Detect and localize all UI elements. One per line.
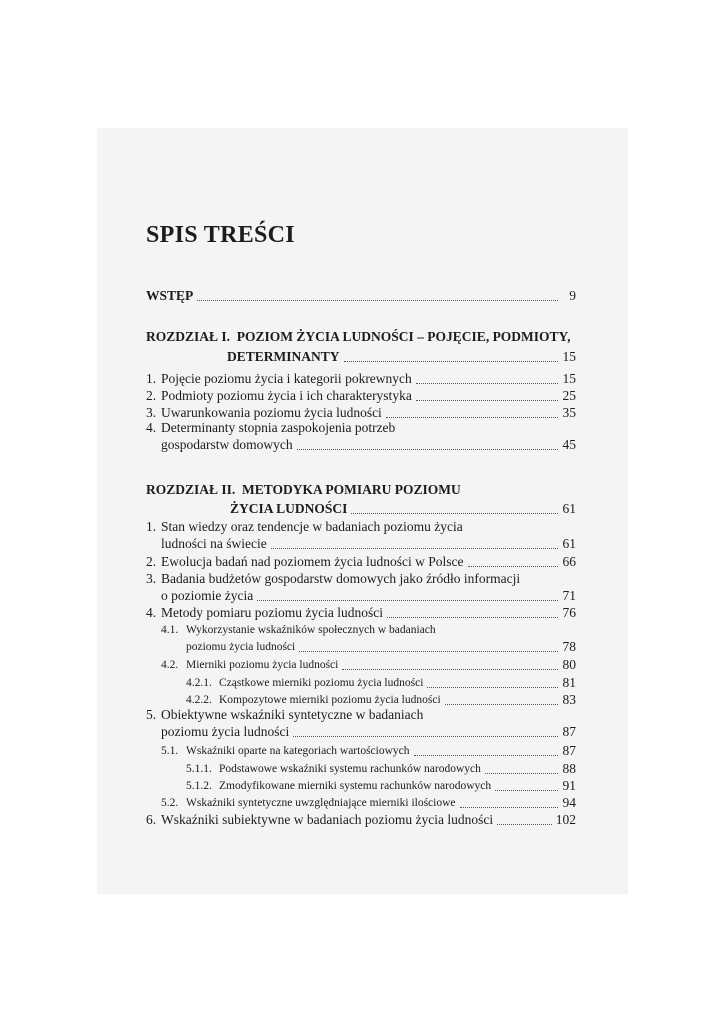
chapter-title-line-2: DETERMINANTY [227, 349, 340, 364]
toc-entry-number: 4.2.2. [186, 694, 212, 706]
toc-page-number: 15 [562, 371, 576, 386]
dot-leader [297, 448, 558, 450]
toc-entry-title: Badania budżetów gospodarstw domowych jako źródło informacji [161, 571, 521, 586]
toc-entry-line-2 [161, 434, 576, 454]
toc-entry-number: 1. [146, 519, 157, 534]
dot-leader [416, 382, 558, 384]
dot-leader [485, 772, 558, 774]
chapter-title-line-1: METODYKA POMIARU POZIOMU [242, 482, 461, 497]
chapter-2-heading-line-2 [230, 498, 576, 518]
toc-entry-number: 4.2.1. [186, 677, 212, 689]
toc-page-number: 71 [562, 588, 576, 603]
chapter-number: ROZDZIAŁ II. [146, 482, 236, 497]
toc-page-number: 76 [562, 605, 576, 620]
toc-entry-title: Pojęcie poziomu życia i kategorii pokrewnych [161, 371, 412, 386]
toc-entry-number: 4.2. [161, 659, 179, 671]
toc-entry-title-cont: poziomu życia ludności [186, 641, 296, 653]
toc-entry-title: Wskaźniki subiektywne w badaniach poziomu życia ludności [161, 812, 494, 827]
toc-entry-title: Cząstkowe mierniki poziomu życia ludności [219, 677, 424, 689]
dot-leader [299, 650, 558, 652]
toc-entry-title: Stan wiedzy oraz tendencje w badaniach poziomu życia [161, 519, 463, 534]
dot-leader [197, 299, 558, 301]
toc-entry-number: 2. [146, 388, 157, 403]
toc-entry-number: 2. [146, 554, 157, 569]
dot-leader [387, 616, 558, 618]
toc-entry-title: Mierniki poziomu życia ludności [186, 659, 339, 671]
toc-entry-number: 5. [146, 707, 157, 722]
toc-page-number: 87 [562, 743, 576, 758]
toc-entry-number: 4. [146, 420, 157, 435]
toc-page-number: 35 [562, 405, 576, 420]
toc-page-number: 61 [562, 501, 576, 516]
dot-leader [344, 360, 558, 362]
toc-entry-number: 6. [146, 812, 157, 827]
toc-page-number: 80 [562, 657, 576, 672]
toc-page-number: 87 [562, 724, 576, 739]
toc-subentry-line-2 [186, 636, 576, 656]
toc-page-number: 102 [555, 812, 576, 827]
toc-page-number: 9 [569, 288, 576, 303]
toc-entry-title: Podstawowe wskaźniki systemu rachunków narodowych [219, 763, 481, 775]
dot-leader [427, 686, 558, 688]
toc-entry-number: 3. [146, 571, 157, 586]
toc-entry-title: WSTĘP [146, 288, 194, 303]
toc-page-number: 66 [562, 554, 576, 569]
toc-entry-title-cont: ludności na świecie [161, 536, 267, 551]
toc-entry [146, 602, 576, 622]
chapter-2-heading [146, 481, 461, 499]
toc-entry-title: Ewolucja badań nad poziomem życia ludności w Polsce [161, 554, 464, 569]
toc-entry-number: 4.1. [161, 624, 179, 636]
toc-page-number: 81 [562, 675, 576, 690]
toc-entry-title: Wskaźniki oparte na kategoriach wartościowych [186, 745, 410, 757]
toc-entry-title: Uwarunkowania poziomu życia ludności [161, 405, 382, 420]
dot-leader [351, 512, 558, 514]
dot-leader [445, 703, 558, 705]
dot-leader [257, 599, 558, 601]
toc-page-number: 91 [562, 778, 576, 793]
toc-subentry [161, 654, 576, 674]
toc-entry-title: Wykorzystanie wskaźników społecznych w badaniach [186, 624, 436, 636]
dot-leader [414, 754, 558, 756]
toc-entry-number: 4. [146, 605, 157, 620]
chapter-title-line-2: ŻYCIA LUDNOŚCI [230, 501, 348, 516]
page-title: SPIS TREŚCI [146, 222, 295, 248]
toc-entry-number: 5.1. [161, 745, 179, 757]
toc-entry-title: Podmioty poziomu życia i ich charakterystyka [161, 388, 412, 403]
toc-entry-title: Obiektywne wskaźniki syntetyczne w badaniach [161, 707, 424, 722]
toc-page-number: 78 [562, 639, 576, 654]
dot-leader [497, 823, 552, 825]
dot-leader [495, 789, 558, 791]
toc-entry-title: Zmodyfikowane mierniki systemu rachunków narodowych [219, 780, 492, 792]
toc-page-number: 88 [562, 761, 576, 776]
toc-entry-wstep [146, 285, 576, 305]
toc-entry-title-cont: o poziomie życia [161, 588, 254, 603]
toc-page-number: 45 [562, 437, 576, 452]
toc-entry-number: 5.2. [161, 797, 179, 809]
toc-page-number: 15 [562, 349, 576, 364]
toc-entry-line-2 [161, 721, 576, 741]
toc-entry-title: Kompozytowe mierniki poziomu życia ludności [219, 694, 441, 706]
toc-page-number: 61 [562, 536, 576, 551]
dot-leader [293, 735, 558, 737]
chapter-1-heading [146, 328, 570, 346]
toc-entry-title: Metody pomiaru poziomu życia ludności [161, 605, 383, 620]
dot-leader [342, 668, 558, 670]
toc-entry-title: Wskaźniki syntetyczne uwzględniające mierniki ilościowe [186, 797, 456, 809]
toc-entry-number: 5.1.2. [186, 780, 212, 792]
toc-entry [146, 809, 576, 829]
dot-leader [468, 565, 558, 567]
toc-page-number: 25 [562, 388, 576, 403]
toc-page-number: 94 [562, 795, 576, 810]
toc-entry-title-cont: gospodarstw domowych [161, 437, 293, 452]
toc-entry-title: Determinanty stopnia zaspokojenia potrzeb [161, 420, 396, 435]
toc-subentry [161, 740, 576, 760]
dot-leader [460, 806, 558, 808]
chapter-number: ROZDZIAŁ I. [146, 329, 231, 344]
toc-entry-number: 3. [146, 405, 157, 420]
chapter-title-line-1: POZIOM ŻYCIA LUDNOŚCI – POJĘCIE, PODMIOTY, [236, 329, 571, 344]
toc-entry-number: 1. [146, 371, 157, 386]
toc-entry-number: 5.1.1. [186, 763, 212, 775]
chapter-1-heading-line-2 [227, 346, 576, 366]
toc-entry [146, 551, 576, 571]
dot-leader [416, 399, 558, 401]
toc-page-number: 83 [562, 692, 576, 707]
toc-entry-title-cont: poziomu życia ludności [161, 724, 290, 739]
dot-leader [271, 547, 558, 549]
dot-leader [386, 416, 558, 418]
toc-entry-line-2 [161, 533, 576, 553]
